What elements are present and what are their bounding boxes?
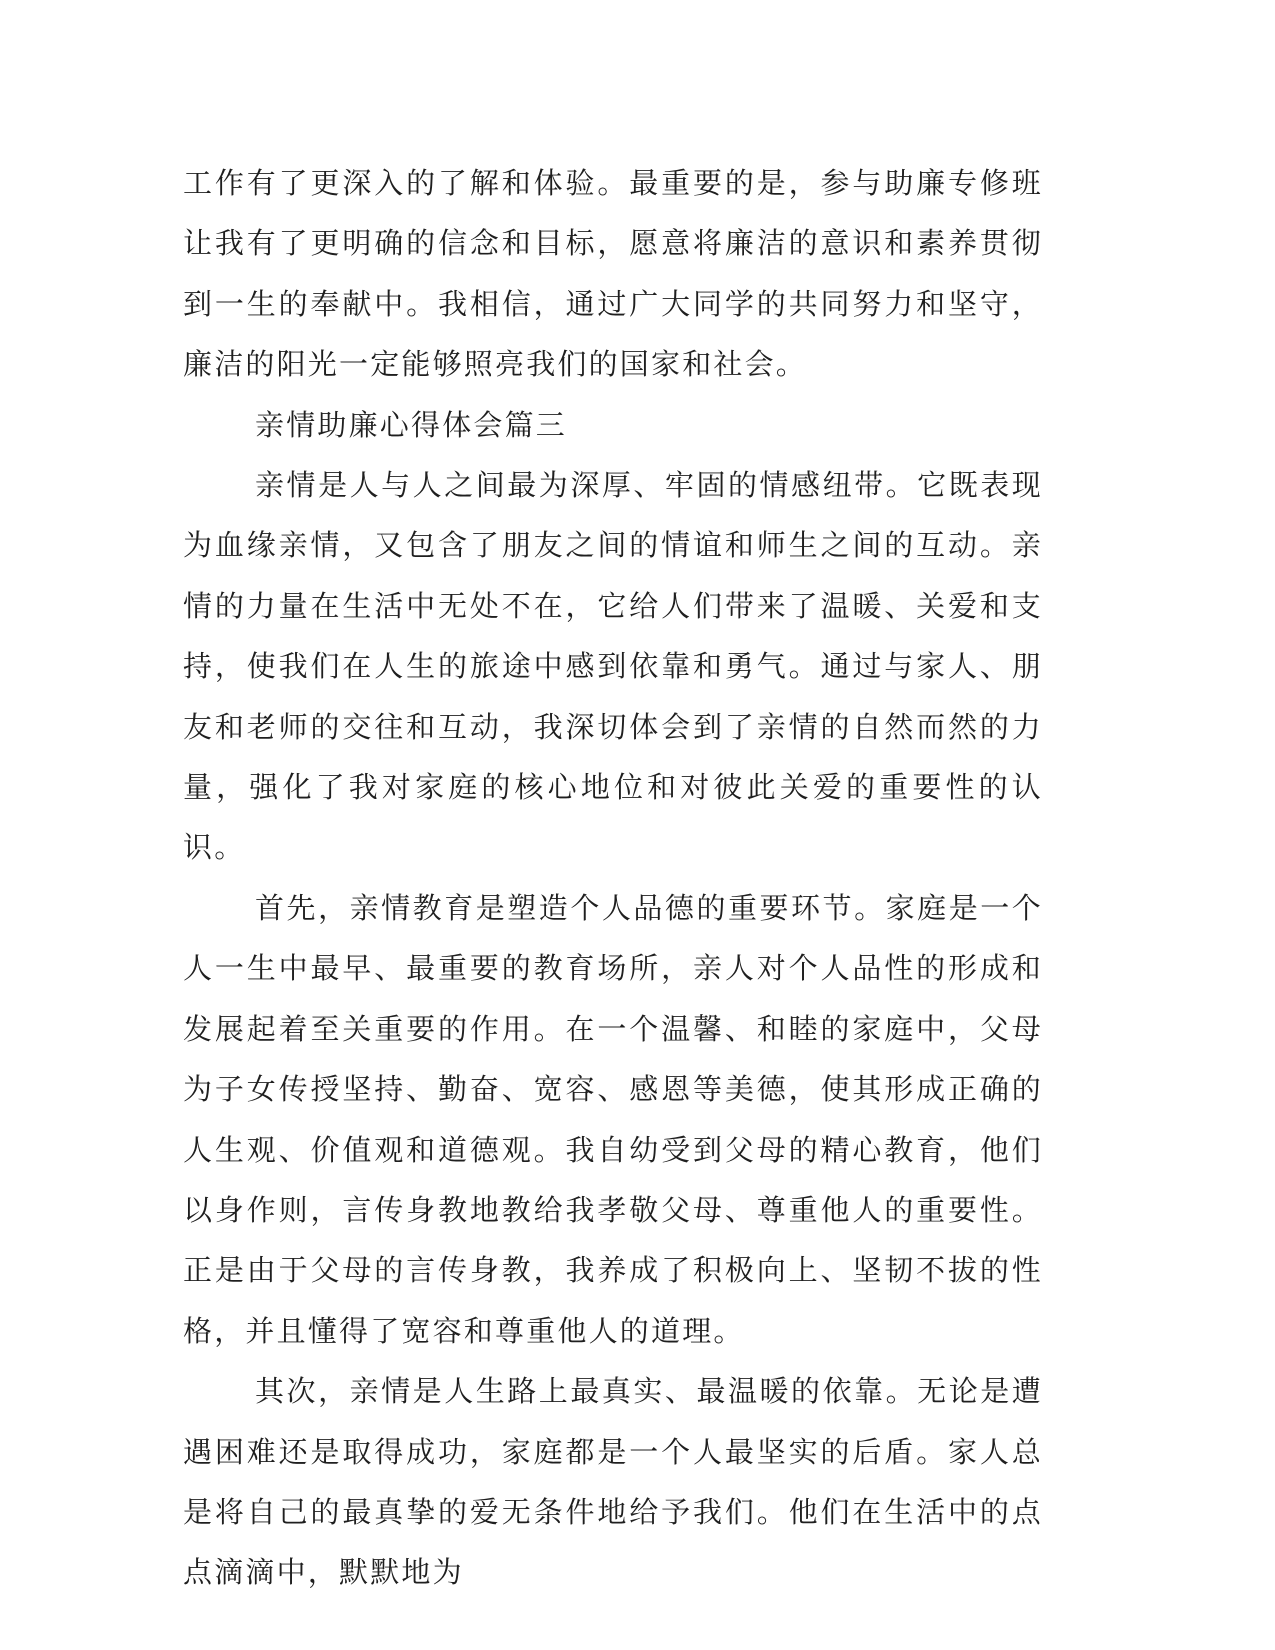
section-heading: 亲情助廉心得体会篇三 bbox=[255, 407, 568, 442]
paragraph-first: 首先，亲情教育是塑造个人品德的重要环节。家庭是一个人一生中最早、最重要的教育场所，亲人对个人品性的形成和发展起着至关重要的作用。在一个温馨、和睦的家庭中，父母为子女传授坚持、勤奋、宽容、感恩等美德，使其形成正确的人生观、价值观和道德观。我自幼受到父母的精心教育，他们以身作则，言传身教地教给我孝敬父母、尊重他人的重要性。正是由于父母的言传身教，我养成了积极向上、坚韧不拔的性格，并且懂得了宽容和尊重他人的道理。 bbox=[183, 890, 1043, 1348]
paragraph-intro: 亲情是人与人之间最为深厚、牢固的情感纽带。它既表现为血缘亲情，又包含了朋友之间的情谊和师生之间的互动。亲情的力量在生活中无处不在，它给人们带来了温暖、关爱和支持，使我们在人生的旅途中感到依靠和勇气。通过与家人、朋友和老师的交往和互动，我深切体会到了亲情的自然而然的力量，强化了我对家庭的核心地位和对彼此关爱的重要性的认识。 bbox=[183, 468, 1043, 865]
paragraph-continuation: 工作有了更深入的了解和体验。最重要的是，参与助廉专修班让我有了更明确的信念和目标，愿意将廉洁的意识和素养贯彻到一生的奉献中。我相信，通过广大同学的共同努力和坚守，廉洁的阳光一定能够照亮我们的国家和社会。 bbox=[183, 166, 1043, 382]
document-body bbox=[183, 153, 1043, 1603]
paragraph-second: 其次，亲情是人生路上最真实、最温暖的依靠。无论是遭遇困难还是取得成功，家庭都是一个人最坚实的后盾。家人总是将自己的最真挚的爱无条件地给予我们。他们在生活中的点点滴滴中，默默地为 bbox=[183, 1374, 1043, 1590]
